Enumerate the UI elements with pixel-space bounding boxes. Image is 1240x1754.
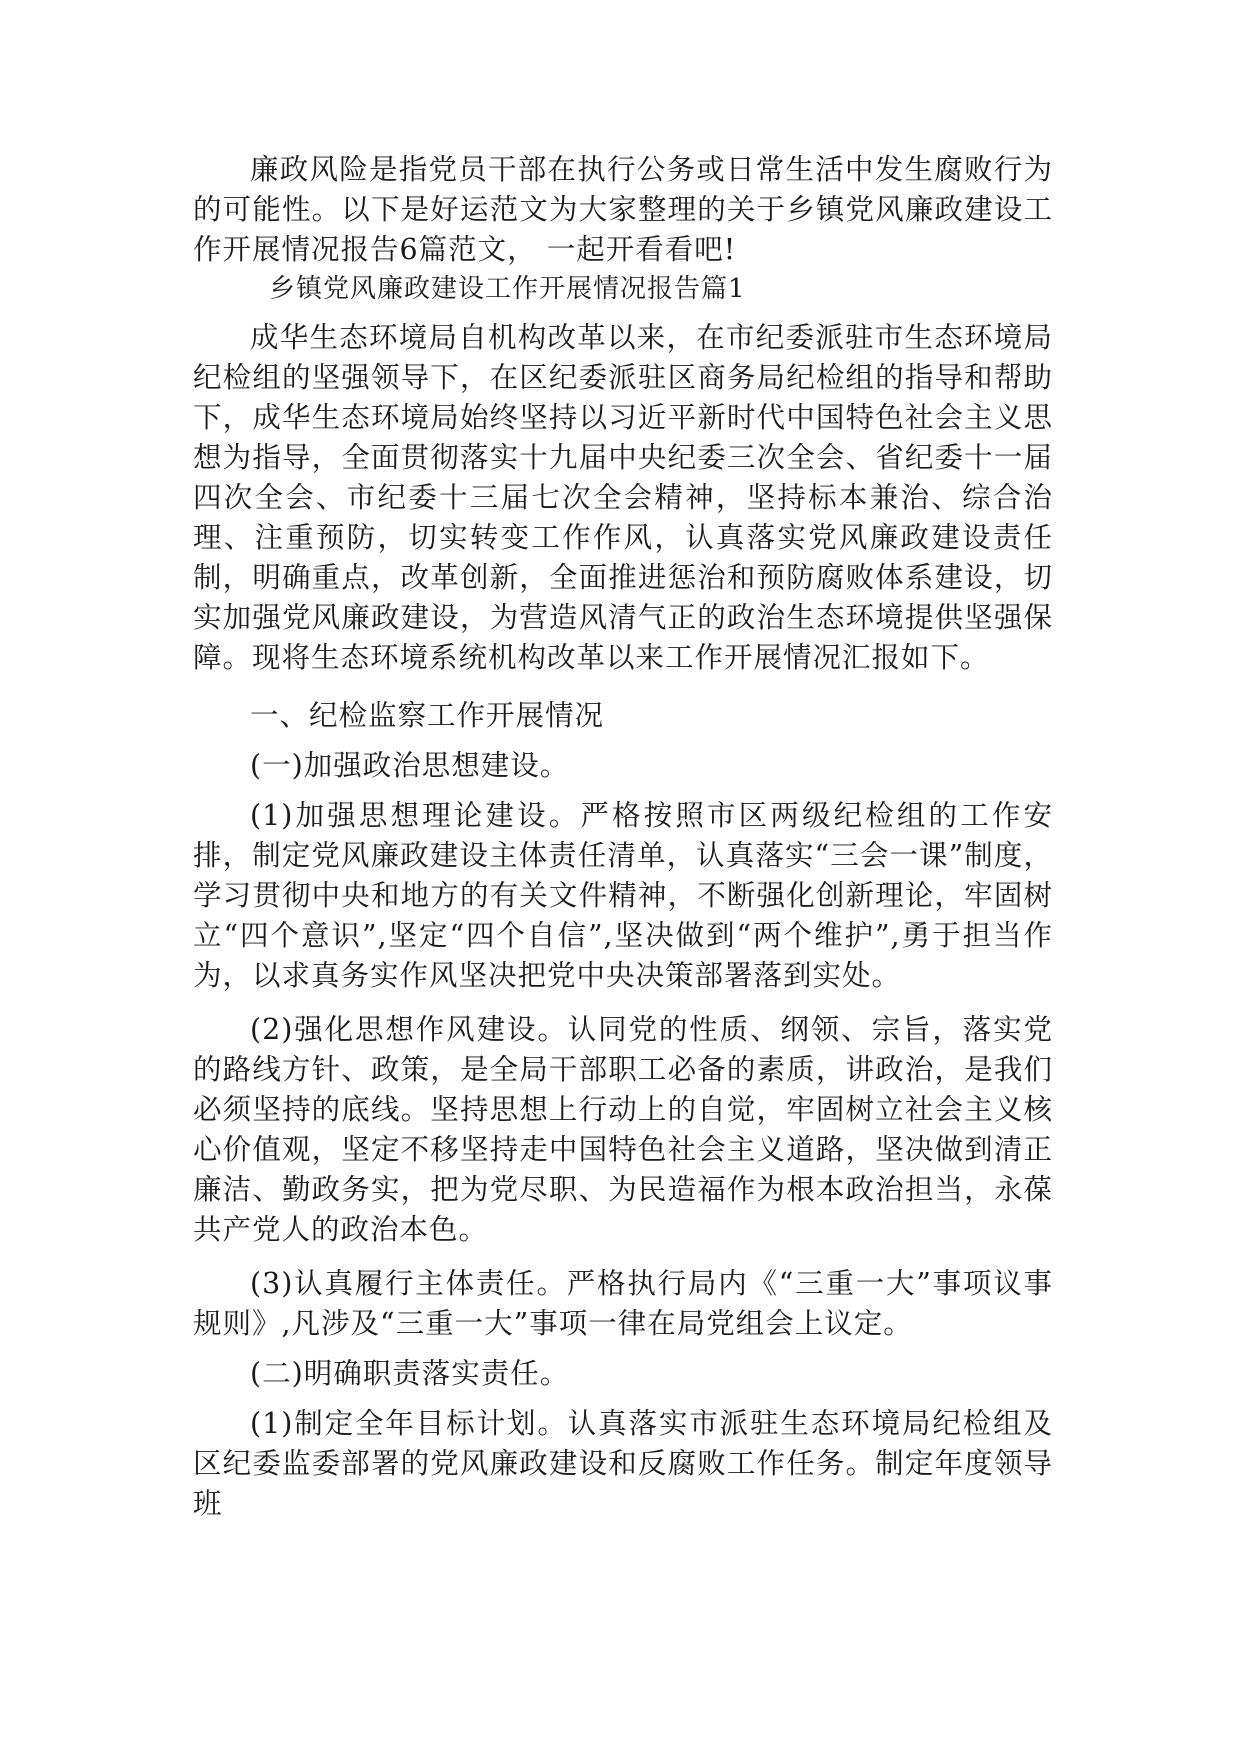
list-item-1: (1)加强思想理论建设。严格按照市区两级纪检组的工作安排，制定党风廉政建设主体责任清单，认真落实“三会一课”制度，学习贯彻中央和地方的有关文件精神，不断强化创新理论，牢固树立“四个意识”,坚定“四个自信”,坚决做到“两个维护”,勇于担当作为，以求真务实作风坚决把党中央决策部署落到实处。 <box>193 799 1053 992</box>
body-paragraph-1: 成华生态环境局自机构改革以来，在市纪委派驻市生态环境局纪检组的坚强领导下，在区纪委派驻区商务局纪检组的指导和帮助下，成华生态环境局始终坚持以习近平新时代中国特色社会主义思想为指导，全面贯彻落实十九届中央纪委三次全会、省纪委十一届四次全会、市纪委十三届七次全会精神，坚持标本兼治、综合治理、注重预防，切实转变工作作风，认真落实党风廉政建设责任制，明确重点，改革创新，全面推进惩治和预防腐败体系建设，切实加强党风廉政建设，为营造风清气正的政治生态环境提供坚强保障。现将生态环境系统机构改革以来工作开展情况汇报如下。 <box>193 321 1053 674</box>
article-title: 乡镇党风廉政建设工作开展情况报告篇1 <box>269 274 746 304</box>
list-item-3: (3)认真履行主体责任。严格执行局内《“三重一大”事项议事规则》,凡涉及“三重一大”事项一律在局党组会上议定。 <box>193 1267 1053 1340</box>
subsection-heading-2: (二)明确职责落实责任。 <box>250 1357 570 1390</box>
subsection-heading-1: (一)加强政治思想建设。 <box>250 749 570 782</box>
intro-paragraph: 廉政风险是指党员干部在执行公务或日常生活中发生腐败行为的可能性。以下是好运范文为大家整理的关于乡镇党风廉政建设工作开展情况报告6篇范文， 一起开看看吧! <box>193 153 1053 266</box>
document-page <box>193 150 1053 1524</box>
section-heading-1: 一、纪检监察工作开展情况 <box>250 699 605 732</box>
list-item-4: (1)制定全年目标计划。认真落实市派驻生态环境局纪检组及区纪委监委部署的党风廉政建设和反腐败工作任务。制定年度领导班 <box>193 1407 1053 1520</box>
list-item-2: (2)强化思想作风建设。认同党的性质、纲领、宗旨，落实党的路线方针、政策，是全局干部职工必备的素质，讲政治，是我们必须坚持的底线。坚持思想上行动上的自觉，牢固树立社会主义核心价值观，坚定不移坚持走中国特色社会主义道路，坚决做到清正廉洁、勤政务实，把为党尽职、为民造福作为根本政治担当，永葆共产党人的政治本色。 <box>193 1013 1053 1246</box>
